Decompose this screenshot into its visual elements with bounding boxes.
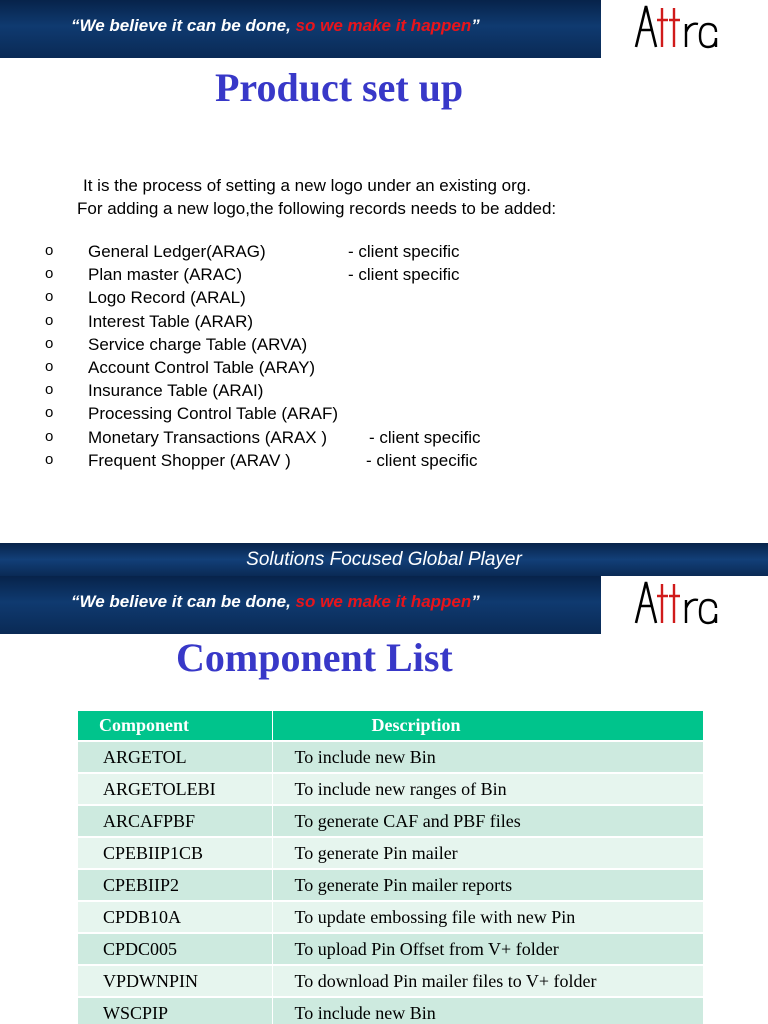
description-cell: To include new Bin [272,741,704,773]
bullet-marker: o [45,335,54,352]
tagline-end: ” [471,592,480,611]
component-cell: ARGETOL [78,741,272,773]
component-cell: CPDB10A [78,901,272,933]
bullet-marker: o [45,358,54,375]
slide2-tagline [71,592,480,612]
bullet-marker: o [45,242,54,259]
bullet-marker: o [45,265,54,282]
component-cell: CPEBIIP2 [78,869,272,901]
intro-line-2: For adding a new logo,the following records needs to be added: [77,199,557,218]
description-cell: To generate Pin mailer reports [272,869,704,901]
tagline-text: “We believe it can be done, [71,16,296,35]
list-item-label: Frequent Shopper (ARAV ) [88,451,291,470]
table-row [78,997,704,1024]
attra-logo [632,2,722,58]
column-header-description: Description [272,711,704,741]
bullet-marker: o [45,451,54,468]
list-item-label: Processing Control Table (ARAF) [88,404,339,423]
slide1-banner [0,0,601,58]
bullet-marker: o [45,288,54,305]
list-item-note: - client specific [369,428,481,447]
column-header-component: Component [78,711,272,741]
list-item-label: Interest Table (ARAR) [88,312,254,331]
description-cell: To generate CAF and PBF files [272,805,704,837]
list-item-note: - client specific [348,265,460,284]
description-cell: To update embossing file with new Pin [272,901,704,933]
list-item-label: Monetary Transactions (ARAX ) [88,428,328,447]
list-item-label: Insurance Table (ARAI) [88,381,264,400]
component-table [78,711,704,1024]
table-row [78,965,704,997]
list-item-label: Logo Record (ARAL) [88,288,246,307]
slide2-banner [0,576,601,634]
table-row [78,837,704,869]
slide1-footer [0,543,768,576]
list-item-label: General Ledger(ARAG) [88,242,266,261]
component-cell: WSCPIP [78,997,272,1024]
table-row [78,901,704,933]
component-cell: VPDWNPIN [78,965,272,997]
bullet-marker: o [45,312,54,329]
list-item-label: Account Control Table (ARAY) [88,358,316,377]
component-cell: ARCAFPBF [78,805,272,837]
description-cell: To generate Pin mailer [272,837,704,869]
description-cell: To upload Pin Offset from V+ folder [272,933,704,965]
tagline-text: “We believe it can be done, [71,592,296,611]
table-row [78,869,704,901]
table-row [78,805,704,837]
description-cell: To include new ranges of Bin [272,773,704,805]
tagline-end: ” [471,16,480,35]
table-row [78,773,704,805]
attra-logo [632,578,722,634]
table-row [78,933,704,965]
slide1-title: Product set up [215,65,464,110]
component-cell: ARGETOLEBI [78,773,272,805]
description-cell: To download Pin mailer files to V+ folder [272,965,704,997]
table-row [78,741,704,773]
description-cell: To include new Bin [272,997,704,1024]
list-item-note: - client specific [366,451,478,470]
tagline-highlight: so we make it happen [295,592,472,611]
tagline-highlight: so we make it happen [295,16,472,35]
bullet-marker: o [45,381,54,398]
list-item-label: Plan master (ARAC) [88,265,242,284]
slide1-tagline [71,16,480,36]
component-cell: CPEBIIP1CB [78,837,272,869]
intro-line-1: It is the process of setting a new logo under an existing org. [83,176,531,195]
component-cell: CPDC005 [78,933,272,965]
list-item-label: Service charge Table (ARVA) [88,335,308,354]
bullet-marker: o [45,428,54,445]
footer-text: Solutions Focused Global Player [246,549,522,570]
slide2-title: Component List [176,635,453,680]
table-header-row [78,711,704,741]
list-item-note: - client specific [348,242,460,261]
bullet-marker: o [45,404,54,421]
